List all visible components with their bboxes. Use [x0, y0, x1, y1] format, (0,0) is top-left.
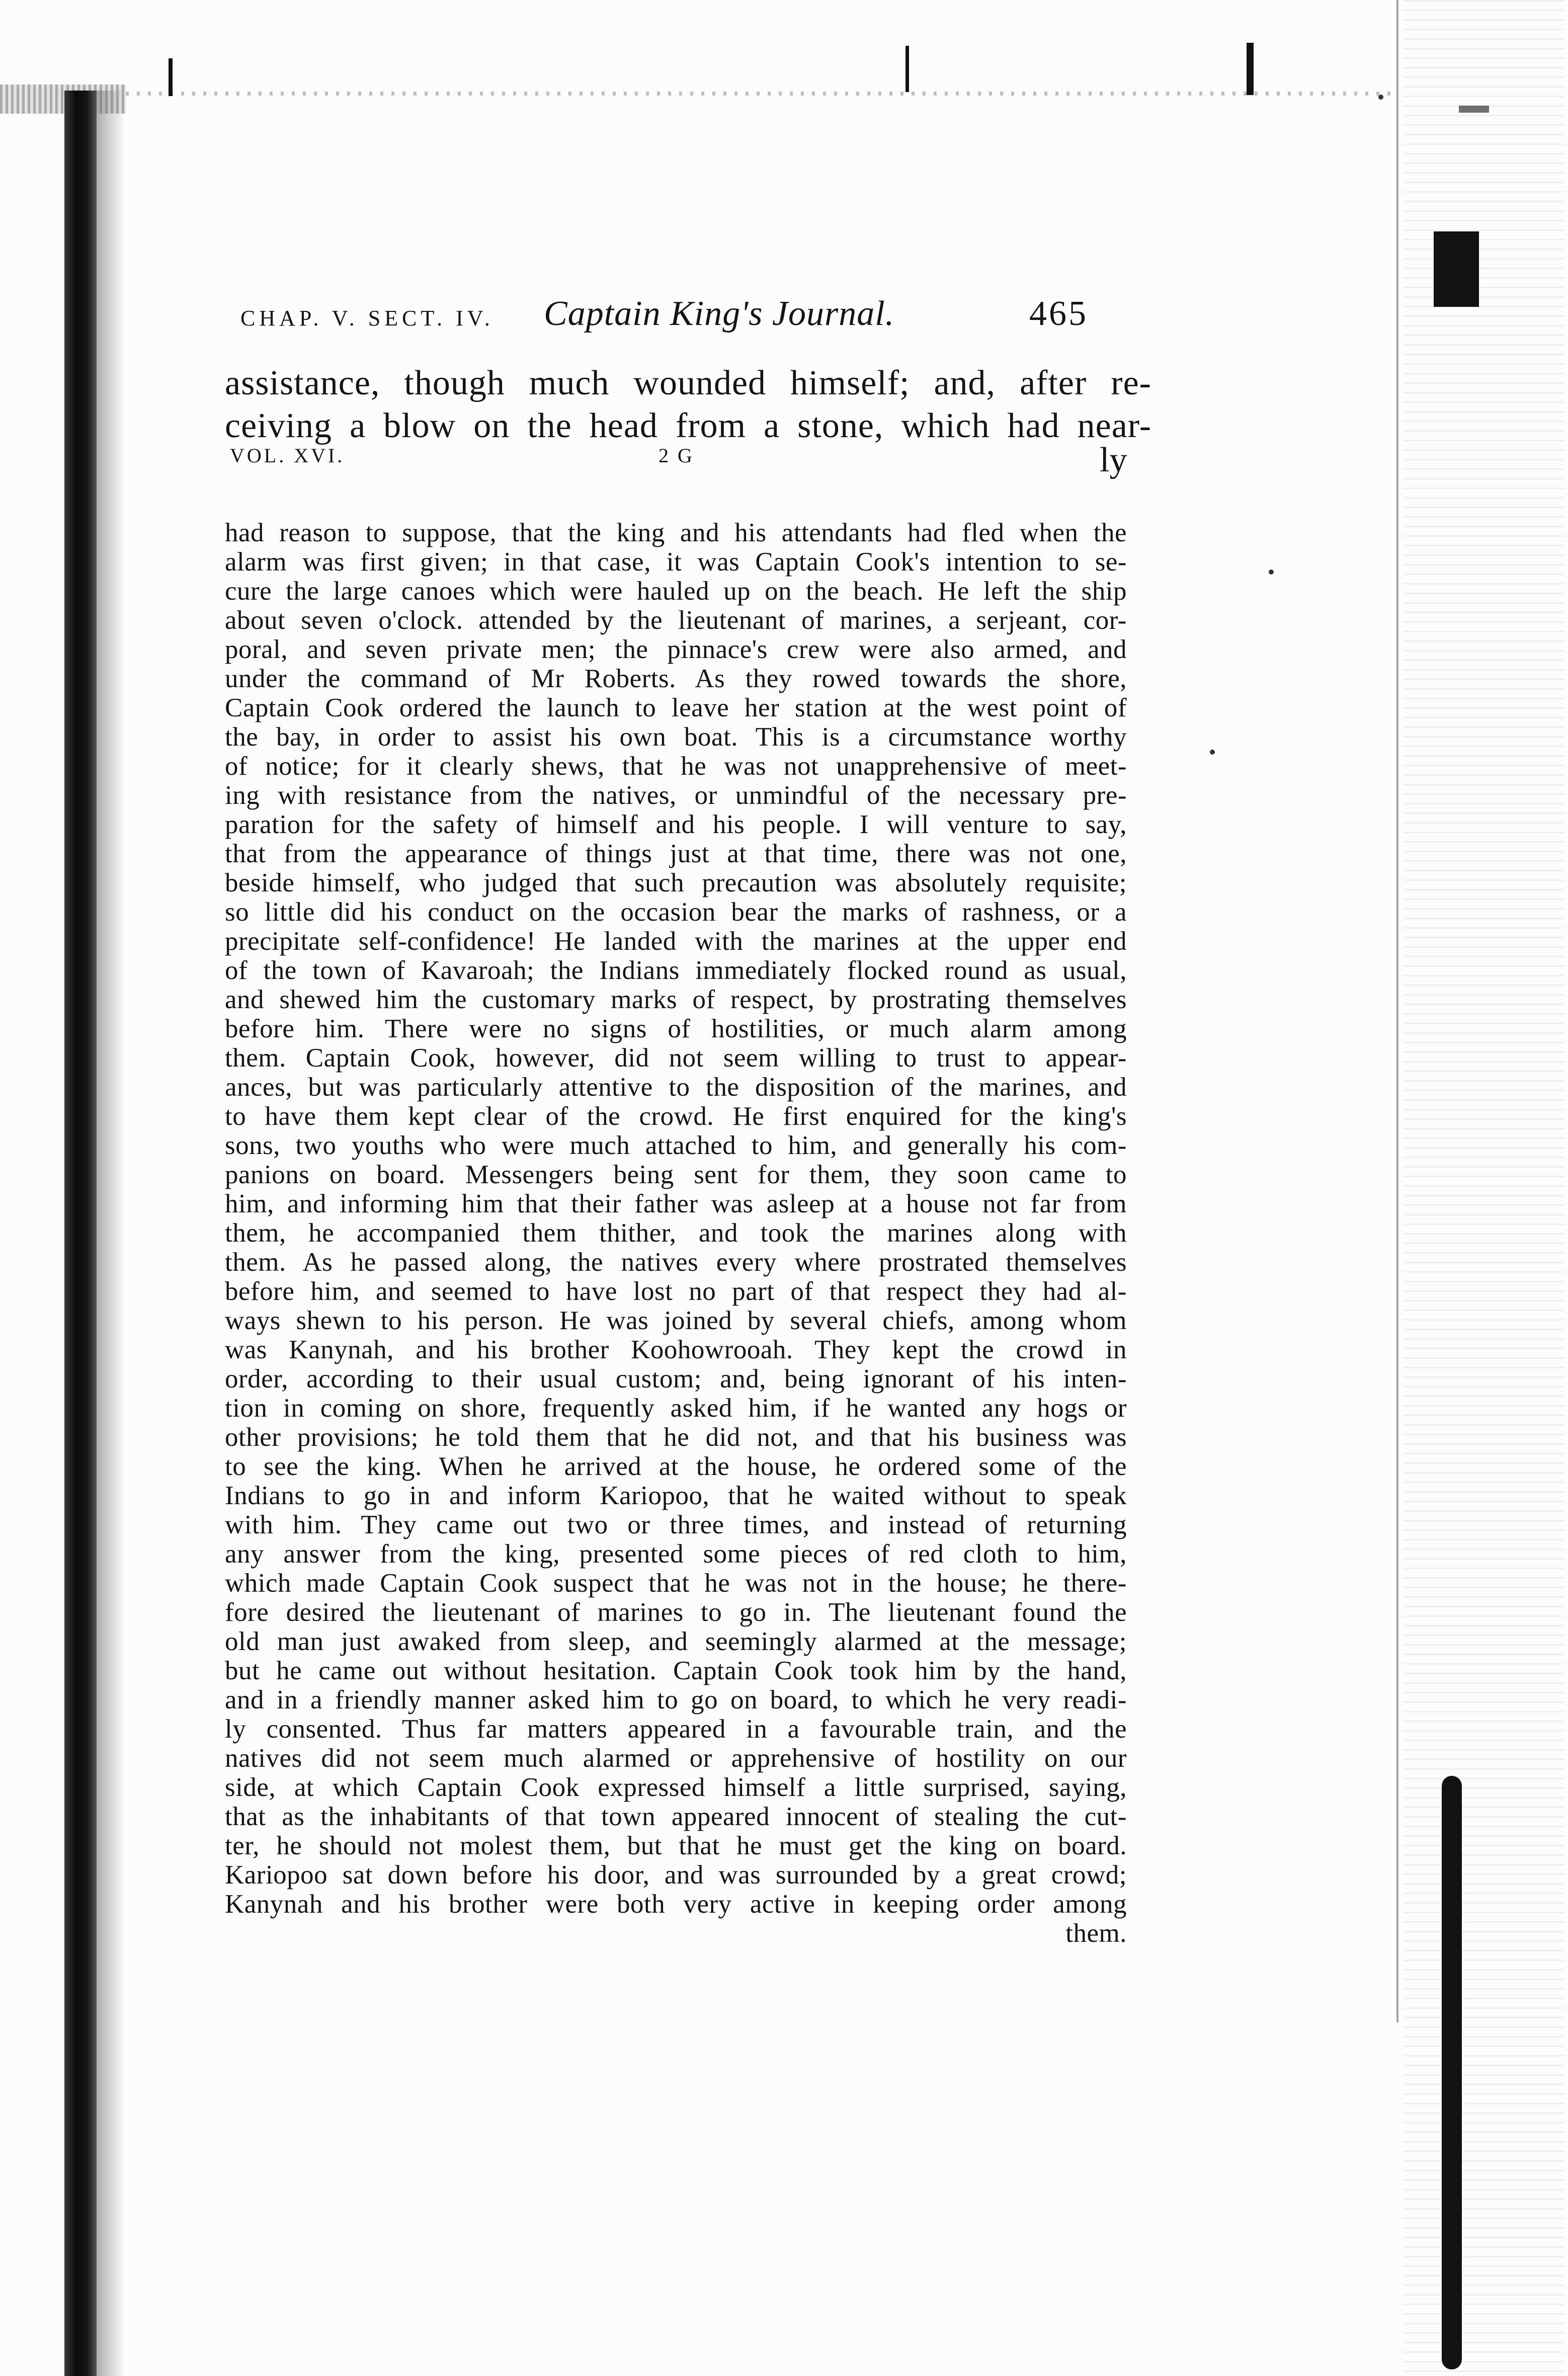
- body-line: Indians to go in and inform Kariopoo, that he waited without to speak: [225, 1481, 1127, 1510]
- body-line: to have them kept clear of the crowd. He first enquired for the king's: [225, 1102, 1127, 1131]
- body-line: had reason to suppose, that the king and his attendants had fled when the: [225, 518, 1127, 547]
- body-line: cure the large canoes which were hauled up on the beach. He left the ship: [225, 577, 1127, 606]
- gutter-shadow: [97, 91, 125, 2376]
- body-line: to see the king. When he arrived at the house, he ordered some of the: [225, 1452, 1127, 1481]
- body-line: the bay, in order to assist his own boat. This is a circumstance worthy: [225, 722, 1127, 752]
- adjacent-page-noise: [1404, 0, 1564, 2376]
- catchword: ly: [1100, 441, 1127, 479]
- body-line: under the command of Mr Roberts. As they rowed towards the shore,: [225, 664, 1127, 693]
- body-line: which made Captain Cook suspect that he was not in the house; he there-: [225, 1569, 1127, 1598]
- body-line: before him. There were no signs of hostilities, or much alarm among: [225, 1014, 1127, 1043]
- body-line: before him, and seemed to have lost no part of that respect they had al-: [225, 1277, 1127, 1306]
- body-line: of the town of Kavaroah; the Indians immediately flocked round as usual,: [225, 956, 1127, 985]
- body-line: them.: [1065, 1919, 1127, 1948]
- body-line: so little did his conduct on the occasion bear the marks of rashness, or a: [225, 897, 1127, 927]
- body-line: precipitate self-confidence! He landed with the marines at the upper end: [225, 927, 1127, 956]
- body-line: ways shewn to his person. He was joined by several chiefs, among whom: [225, 1306, 1127, 1335]
- volume-mark: VOL. XVI.: [230, 444, 345, 467]
- running-head-title: Captain King's Journal.: [544, 294, 895, 333]
- body-line: old man just awaked from sleep, and seemingly alarmed at the message;: [225, 1627, 1127, 1656]
- body-line: was Kanynah, and his brother Koohowrooah. They kept the crowd in: [225, 1335, 1127, 1364]
- scan-speck: [1210, 750, 1215, 755]
- body-line: ing with resistance from the natives, or unmindful of the necessary pre-: [225, 781, 1127, 810]
- scan-tick-mark: [169, 58, 173, 96]
- body-line: poral, and seven private men; the pinnace's crew were also armed, and: [225, 635, 1127, 664]
- body-line: Kanynah and his brother were both very active in keeping order among: [225, 1890, 1127, 1919]
- body-line: order, according to their usual custom; and, being ignorant of his inten-: [225, 1364, 1127, 1394]
- body-line: natives did not seem much alarmed or apprehensive of hostility on our: [225, 1744, 1127, 1773]
- body-line: tion in coming on shore, frequently asked him, if he wanted any hogs or: [225, 1394, 1127, 1423]
- body-line: that from the appearance of things just at that time, there was not one,: [225, 839, 1127, 868]
- body-line: any answer from the king, presented some pieces of red cloth to him,: [225, 1539, 1127, 1569]
- body-line: ter, he should not molest them, but that he must get the king on board.: [225, 1831, 1127, 1860]
- body-line: of notice; for it clearly shews, that he was not unapprehensive of meet-: [225, 752, 1127, 781]
- body-line: with him. They came out two or three times, and instead of returning: [225, 1510, 1127, 1539]
- scan-speck: [1269, 569, 1274, 575]
- scan-tick-mark: [905, 46, 909, 92]
- scan-top-dots: [126, 92, 1393, 96]
- binding-edge: [64, 91, 97, 2376]
- body-line: fore desired the lieutenant of marines to go in. The lieutenant found the: [225, 1598, 1127, 1627]
- body-line: that as the inhabitants of that town appeared innocent of stealing the cut-: [225, 1802, 1127, 1831]
- continued-line: ceiving a blow on the head from a stone, which had near-: [225, 406, 1151, 445]
- body-line: him, and informing him that their father was asleep at a house not far from: [225, 1189, 1127, 1218]
- page-number: 465: [1029, 294, 1088, 333]
- body-line: and shewed him the customary marks of respect, by prostrating themselves: [225, 985, 1127, 1014]
- scan-tick-mark: [1247, 43, 1254, 95]
- body-line: but he came out without hesitation. Captain Cook took him by the hand,: [225, 1656, 1127, 1685]
- adjacent-page-fragment: [1459, 106, 1489, 113]
- body-line: them, he accompanied them thither, and took the marines along with: [225, 1218, 1127, 1248]
- body-line: side, at which Captain Cook expressed himself a little surprised, saying,: [225, 1773, 1127, 1802]
- body-line: about seven o'clock. attended by the lieutenant of marines, a serjeant, cor-: [225, 606, 1127, 635]
- adjacent-page-fragment: [1434, 231, 1479, 307]
- signature-mark: 2 G: [658, 444, 694, 467]
- body-line: paration for the safety of himself and his people. I will venture to say,: [225, 810, 1127, 839]
- body-line: beside himself, who judged that such precaution was absolutely requisite;: [225, 868, 1127, 897]
- body-line: ances, but was particularly attentive to the disposition of the marines, and: [225, 1073, 1127, 1102]
- body-line: Captain Cook ordered the launch to leave her station at the west point of: [225, 693, 1127, 722]
- body-line: and in a friendly manner asked him to go on board, to which he very readi-: [225, 1685, 1127, 1714]
- body-line: them. As he passed along, the natives every where prostrated themselves: [225, 1248, 1127, 1277]
- body-line: ly consented. Thus far matters appeared in a favourable train, and the: [225, 1714, 1127, 1744]
- body-line: Kariopoo sat down before his door, and was surrounded by a great crowd;: [225, 1860, 1127, 1890]
- adjacent-page-fragment: [1442, 1776, 1462, 2369]
- continued-line: assistance, though much wounded himself; and, after re-: [225, 364, 1151, 402]
- body-line: panions on board. Messengers being sent for them, they soon came to: [225, 1160, 1127, 1189]
- page-edge-line: [1396, 0, 1398, 2022]
- scan-speck: [1378, 95, 1383, 100]
- body-line: them. Captain Cook, however, did not seem willing to trust to appear-: [225, 1043, 1127, 1073]
- body-line: alarm was first given; in that case, it was Captain Cook's intention to se-: [225, 547, 1127, 577]
- body-line: sons, two youths who were much attached to him, and generally his com-: [225, 1131, 1127, 1160]
- body-line: other provisions; he told them that he did not, and that his business was: [225, 1423, 1127, 1452]
- running-head-chapter: CHAP. V. SECT. IV.: [240, 306, 494, 331]
- body-text: [225, 518, 1127, 1948]
